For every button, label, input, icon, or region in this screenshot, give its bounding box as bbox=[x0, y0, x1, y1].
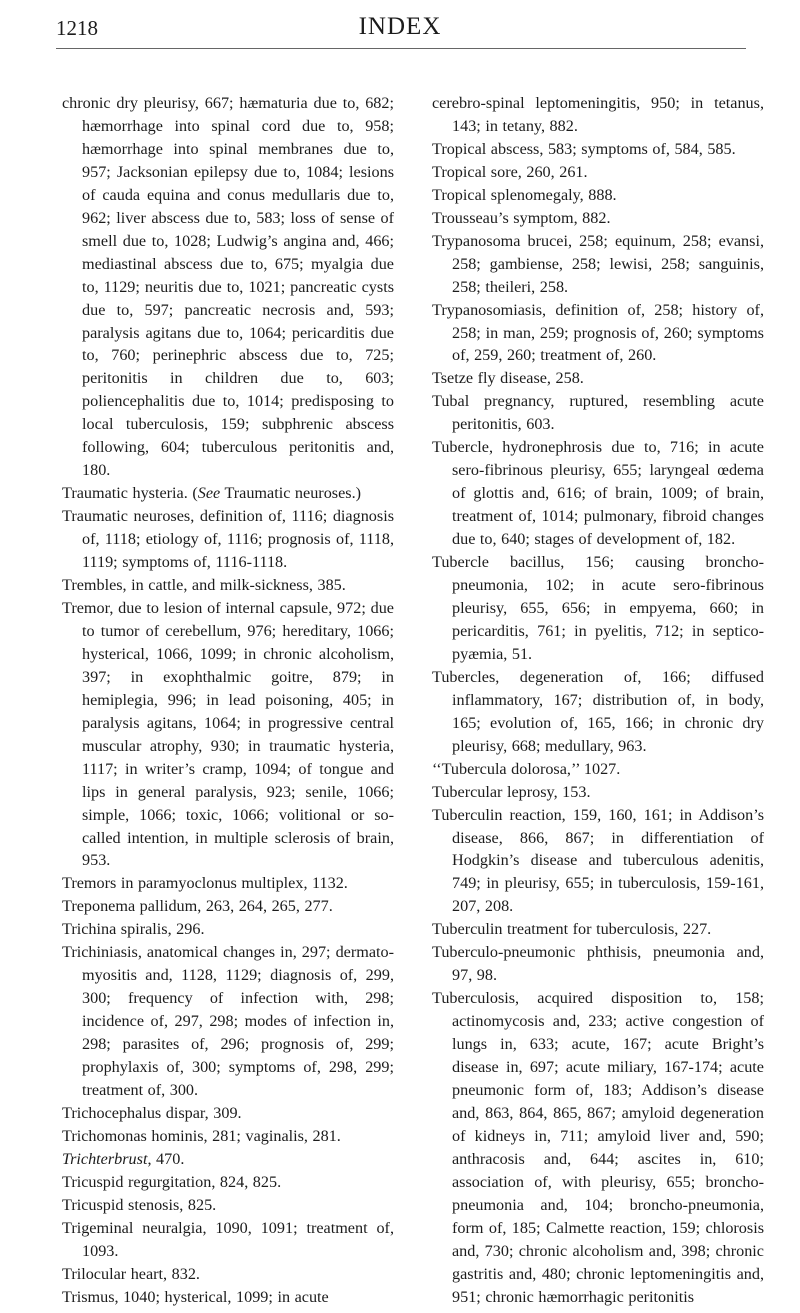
index-entry bbox=[432, 367, 764, 390]
index-entry bbox=[432, 230, 764, 299]
entry-text: Tuberculin treatment for tuberculosis, 227. bbox=[432, 920, 712, 939]
entry-text: Trypanosoma brucei, 258; equinum, 258; evansi, 258; gambiense, 258; lewisi, 258; sanguinis, 258; theileri, 258. bbox=[432, 231, 764, 296]
index-entry bbox=[432, 758, 764, 781]
index-entry bbox=[432, 207, 764, 230]
entry-text: Tuberculo-pneumonic phthisis, pneumonia and, 97, 98. bbox=[432, 943, 764, 985]
entry-text: Tubercles, degeneration of, 166; diffused inflammatory, 167; distribution of, in body, 165; evolution of, 165, 166; in chronic dry pleurisy, 668; medullary, 963. bbox=[432, 667, 764, 755]
entry-text: Trichomonas hominis, 281; vaginalis, 281. bbox=[62, 1126, 341, 1145]
entry-text: Tricuspid regurgitation, 824, 825. bbox=[62, 1172, 282, 1191]
right-column bbox=[432, 92, 764, 1309]
page-title: INDEX bbox=[358, 13, 442, 40]
entry-text: Trichiniasis, anatomical changes in, 297; dermato-myositis and, 1128, 1129; diagnosis of, 299, 300; frequency of infection with, 298; incidence of, 297, 298; modes of infection in, 298; parasites of, 296; prognosis of, 299; prophylaxis of, 300; symptoms of, 298, 299; treatment of, 300. bbox=[62, 943, 394, 1099]
page-number: 1218 bbox=[56, 16, 98, 40]
index-entry bbox=[62, 1102, 394, 1125]
index-entry bbox=[432, 781, 764, 804]
entry-text: Traumatic neuroses.) bbox=[220, 484, 362, 503]
index-entry bbox=[62, 1148, 394, 1171]
index-entry bbox=[432, 941, 764, 987]
entry-text: Trigeminal neuralgia, 1090, 1091; treatment of, 1093. bbox=[62, 1218, 394, 1260]
index-entry bbox=[62, 941, 394, 1102]
index-entry bbox=[62, 1286, 394, 1309]
index-entry bbox=[62, 505, 394, 574]
entry-text: Tremor, due to lesion of internal capsule, 972; due to tumor of cerebellum, 976; hereditary, 1066; hysterical, 1066, 1099; in chronic alcoholism, 397; in exophthalmic goitre, 879; in hemiplegia, 996; in lead poisoning, 405; in paralysis agitans, 1064; in progressive central muscular atrophy, 930; in traumatic hysteria, 1117; in writer’s cramp, 1094; of tongue and lips in general paralysis, 923; senile, 1066; simple, 1066; toxic, 1066; volitional or so-called intention, in multiple sclerosis of brain, 953. bbox=[62, 598, 394, 870]
index-entry bbox=[432, 804, 764, 919]
entry-text: Trilocular heart, 832. bbox=[62, 1264, 200, 1283]
entry-text: Trismus, 1040; hysterical, 1099; in acute bbox=[62, 1287, 329, 1306]
entry-text: Tuberculin reaction, 159, 160, 161; in Addison’s disease, 866, 867; in differentiation of Hodgkin’s disease and tuberculous adenitis, 749; in pleurisy, 655; in tuberculosis, 159-161, 207, 208. bbox=[432, 805, 764, 916]
entry-text: Tubercle bacillus, 156; causing broncho-pneumonia, 102; in acute sero-fibrinous pleurisy, 655, 656; in empyema, 660; in pericarditis, 761; in pyelitis, 712; in septico-pyæmia, 51. bbox=[432, 553, 764, 663]
entry-text: Trichocephalus dispar, 309. bbox=[62, 1103, 242, 1122]
entry-text: Tropical sore, 260, 261. bbox=[432, 162, 588, 181]
entry-text: Traumatic neuroses, definition of, 1116; diagnosis of, 1118; etiology of, 1116; prognosis of, 1118, 1119; symptoms of, 1116-1118. bbox=[62, 507, 394, 572]
index-entry bbox=[62, 92, 394, 482]
index-entry bbox=[62, 597, 394, 872]
index-entry bbox=[62, 574, 394, 597]
index-entry bbox=[62, 482, 394, 505]
entry-text: Tropical splenomegaly, 888. bbox=[432, 185, 617, 204]
index-entry bbox=[62, 1217, 394, 1263]
entry-text: Traumatic hysteria. ( bbox=[62, 484, 198, 503]
entry-italic-text: See bbox=[197, 484, 221, 503]
entry-text: Tubercle, hydronephrosis due to, 716; in acute sero-fibrinous pleurisy, 655; laryngeal œdema of glottis and, 616; of brain, 1009; of brain, treatment of, 1014; pulmonary, fibroid changes due to, 640; stages of development of, 182. bbox=[432, 438, 764, 549]
entry-text: Tropical abscess, 583; symptoms of, 584, 585. bbox=[432, 139, 736, 158]
entry-text: Tuberculosis, acquired disposition to, 158; actinomycosis and, 233; active congestion of lungs in, 633; acute, 167; acute Bright’s disease in, 697; acute miliary, 167-174; acute pneumonic form of, 183; Addison’s disease and, 863, 864, 865, 867; amyloid degeneration of kidneys in, 711; amyloid liver and, 590; anthracosis and, 644; ascites in, 610; association of, with pleurisy, 655; broncho-pneumonia and, 104; broncho-pneumonia, form of, 185; Calmette reaction, 159; chlorosis and, 730; chronic alcoholism and, 398; chronic gastritis and, 480; chronic leptomeningitis and, 951; chronic hæmorrhagic peritonitis bbox=[432, 989, 764, 1306]
index-entry bbox=[432, 987, 764, 1308]
header-rule bbox=[56, 48, 746, 49]
entry-text: Tremors in paramyoclonus multiplex, 1132. bbox=[62, 874, 348, 893]
index-entry bbox=[62, 918, 394, 941]
index-entry bbox=[432, 138, 764, 161]
index-entry bbox=[62, 1125, 394, 1148]
entry-text: cerebro-spinal leptomeningitis, 950; in tetanus, 143; in tetany, 882. bbox=[432, 94, 764, 135]
entry-text: chronic dry pleurisy, 667; hæmaturia due to, 682; hæmorrhage into spinal cord due to, 958; hæmorrhage into spinal membranes due to, 957; Jacksonian epilepsy due to, 1084; lesions of cauda equina and conus medullaris due to, 962; liver abscess due to, 583; loss of sense of smell due to, 1028; Ludwig’s angina and, 466; mediastinal abscess due to, 675; myalgia due to, 1129; neuritis due to, 1021; pancreatic cysts due to, 597; pancreatic necrosis and, 593; paralysis agitans due to, 1064; pericarditis due to, 760; perinephric abscess due to, 725; peritonitis in children due to, 603; poliencephalitis due to, 1014; predisposing to local tuberculosis, 159; subphrenic abscess following, 604; tuberculous peritonitis and, 180. bbox=[62, 94, 394, 480]
index-entry bbox=[432, 299, 764, 368]
index-entry bbox=[432, 390, 764, 436]
entry-italic-text: Trichterbrust bbox=[62, 1149, 148, 1168]
index-entry bbox=[432, 161, 764, 184]
entry-text: Tubercular leprosy, 153. bbox=[432, 782, 591, 801]
entry-text: Trousseau’s symptom, 882. bbox=[432, 208, 611, 227]
index-entry bbox=[432, 436, 764, 551]
index-entry bbox=[432, 918, 764, 941]
entry-text: Trembles, in cattle, and milk-sickness, 385. bbox=[62, 576, 346, 595]
index-entry bbox=[432, 551, 764, 666]
index-entry bbox=[432, 184, 764, 207]
entry-text: ‘‘Tubercula dolorosa,’’ 1027. bbox=[432, 759, 621, 778]
index-entry bbox=[62, 895, 394, 918]
index-entry bbox=[432, 666, 764, 758]
entry-text: Trichina spiralis, 296. bbox=[62, 920, 205, 939]
left-column bbox=[62, 92, 394, 1309]
index-entry bbox=[62, 1263, 394, 1286]
entry-text: Treponema pallidum, 263, 264, 265, 277. bbox=[62, 897, 333, 916]
entry-text: , 470. bbox=[147, 1149, 185, 1168]
entry-text: Trypanosomiasis, definition of, 258; history of, 258; in man, 259; prognosis of, 260; symptoms of, 259, 260; treatment of, 260. bbox=[432, 300, 764, 365]
index-entry bbox=[62, 1171, 394, 1194]
index-entry bbox=[62, 872, 394, 895]
index-entry bbox=[432, 92, 764, 138]
entry-text: Tubal pregnancy, ruptured, resembling acute peritonitis, 603. bbox=[432, 392, 764, 434]
entry-text: Tsetze fly disease, 258. bbox=[432, 369, 584, 388]
entry-text: Tricuspid stenosis, 825. bbox=[62, 1195, 217, 1214]
index-entry bbox=[62, 1194, 394, 1217]
